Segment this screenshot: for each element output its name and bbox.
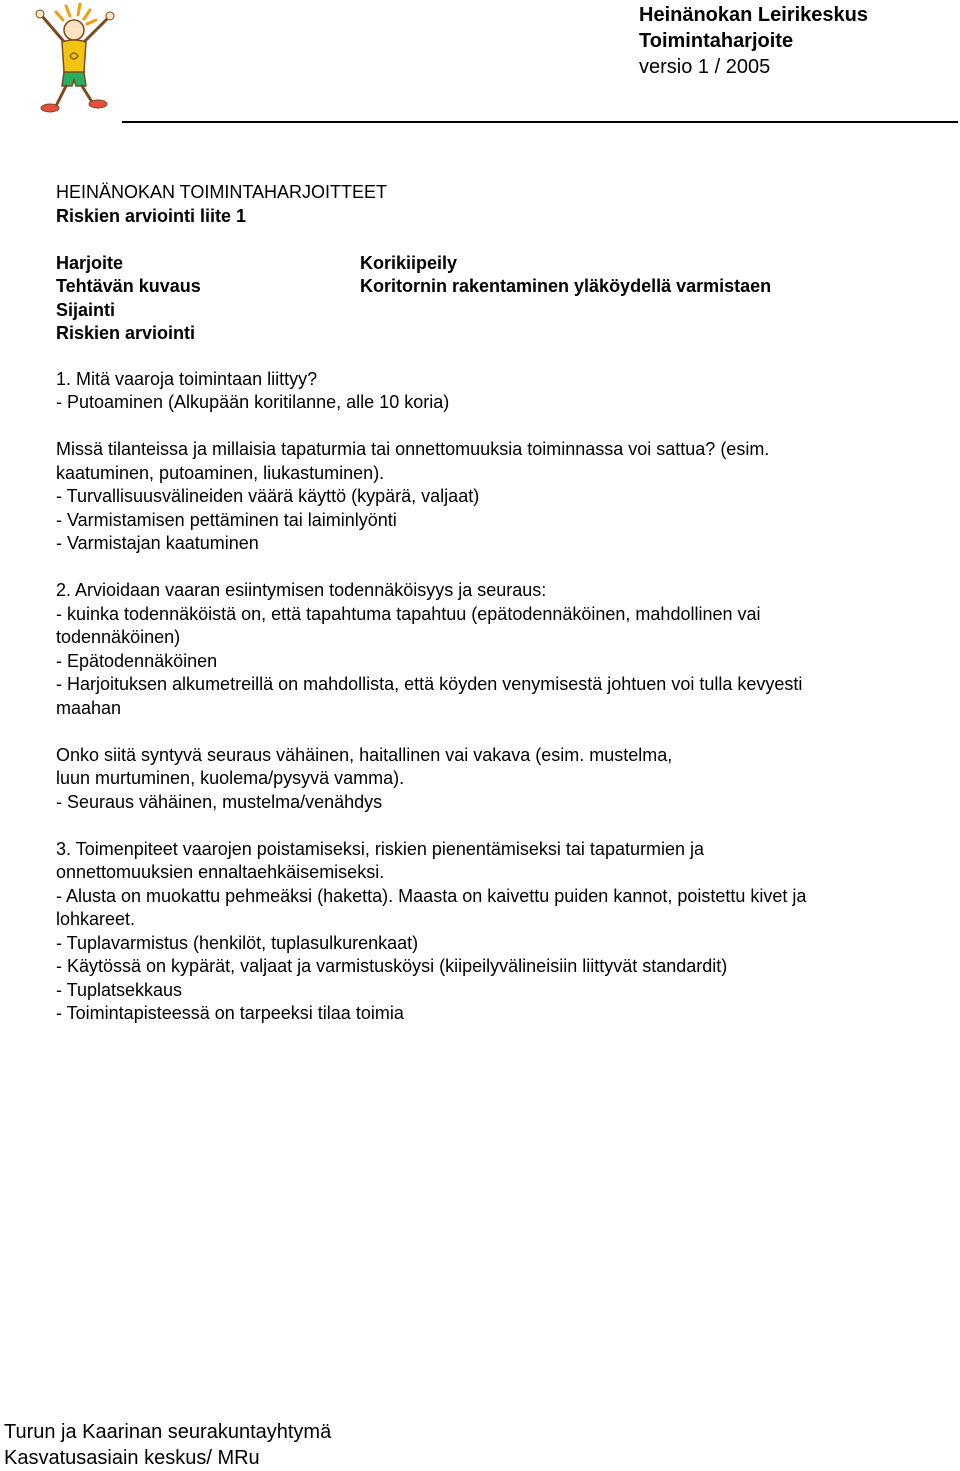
doc-subheading: Riskien arviointi liite 1	[56, 205, 247, 226]
header-title: Heinänokan Leirikeskus	[639, 4, 868, 26]
section2-title: 2. Arvioidaan vaaran esiintymisen todennäköisyys ja seuraus:	[56, 580, 547, 600]
field-row-harjoite	[56, 252, 936, 276]
field-value: Koritornin rakentaminen yläköydellä varmistaen	[360, 276, 772, 296]
section1-question-line: kaatuminen, putoaminen, liukastuminen).	[56, 462, 385, 483]
section2-question-line: Onko siitä syntyvä seuraus vähäinen, haitallinen vai vakava (esim. mustelma,	[56, 744, 673, 765]
section1-answer-item: - Varmistajan kaatuminen	[56, 533, 259, 553]
section2-question-line: luun murtuminen, kuolema/pysyvä vamma).	[56, 768, 405, 788]
section2-line: - kuinka todennäköistä on, että tapahtuma tapahtuu (epätodennäköinen, mahdollinen vai	[56, 603, 761, 624]
logo-cheering-figure-icon	[16, 2, 124, 120]
section2-line: - Epätodennäköinen	[56, 650, 218, 671]
section1-question-line: Missä tilanteissa ja millaisia tapaturmia tai onnettomuuksia toiminnassa voi sattua? (esim.	[56, 439, 770, 459]
document-header	[639, 2, 868, 80]
field-row-sijainti	[56, 299, 936, 323]
header-version: versio 1 / 2005	[639, 56, 771, 78]
section2-answer: - Seuraus vähäinen, mustelma/venähdys	[56, 791, 383, 812]
field-label: Tehtävän kuvaus	[56, 276, 201, 296]
document-footer	[4, 1419, 331, 1471]
field-label: Harjoite	[56, 252, 124, 273]
section3-line: - Tuplavarmistus (henkilöt, tuplasulkurenkaat)	[56, 932, 419, 953]
section2-line: maahan	[56, 697, 122, 718]
doc-heading: HEINÄNOKAN TOIMINTAHARJOITTEET	[56, 182, 388, 202]
field-row-tehtavan-kuvaus	[56, 275, 936, 299]
section1-answer-item: - Varmistamisen pettäminen tai laiminlyönti	[56, 509, 397, 530]
section3-line: - Tuplatsekkaus	[56, 979, 183, 1000]
section1-answer: - Putoaminen (Alkupään koritilanne, alle 10 koria)	[56, 392, 450, 412]
section1-answer-item: - Turvallisuusvälineiden väärä käyttö (kypärä, valjaat)	[56, 486, 480, 506]
header-divider	[122, 121, 958, 123]
section3-line: - Käytössä on kypärät, valjaat ja varmistusköysi (kiipeilyvälineisiin liittyvät standardit)	[56, 956, 728, 976]
section1-title: 1. Mitä vaaroja toimintaan liittyy?	[56, 368, 318, 389]
section3-line: 3. Toimenpiteet vaarojen poistamiseksi, riskien pienentämiseksi tai tapaturmien ja	[56, 838, 704, 859]
section3-line: - Toimintapisteessä on tarpeeksi tilaa toimia	[56, 1003, 404, 1023]
footer-line: Turun ja Kaarinan seurakuntayhtymä	[4, 1421, 332, 1443]
field-label: Riskien arviointi	[56, 323, 196, 343]
field-row-riskien-arviointi	[56, 322, 936, 346]
section2-line: todennäköinen)	[56, 627, 181, 647]
section3-line: lohkareet.	[56, 909, 136, 929]
section3-line: onnettomuuksien ennaltaehkäisemiseksi.	[56, 862, 385, 882]
field-label: Sijainti	[56, 299, 116, 320]
footer-line: Kasvatusasiain keskus/ MRu	[4, 1447, 260, 1469]
field-value: Korikiipeily	[360, 252, 458, 273]
header-subtitle: Toimintaharjoite	[639, 30, 794, 52]
section3-line: - Alusta on muokattu pehmeäksi (haketta). Maasta on kaivettu puiden kannot, poistettu kivet ja	[56, 885, 807, 906]
section2-line: - Harjoituksen alkumetreillä on mahdollista, että köyden venymisestä johtuen voi tulla kevyesti	[56, 674, 803, 694]
document-body	[56, 181, 936, 1026]
